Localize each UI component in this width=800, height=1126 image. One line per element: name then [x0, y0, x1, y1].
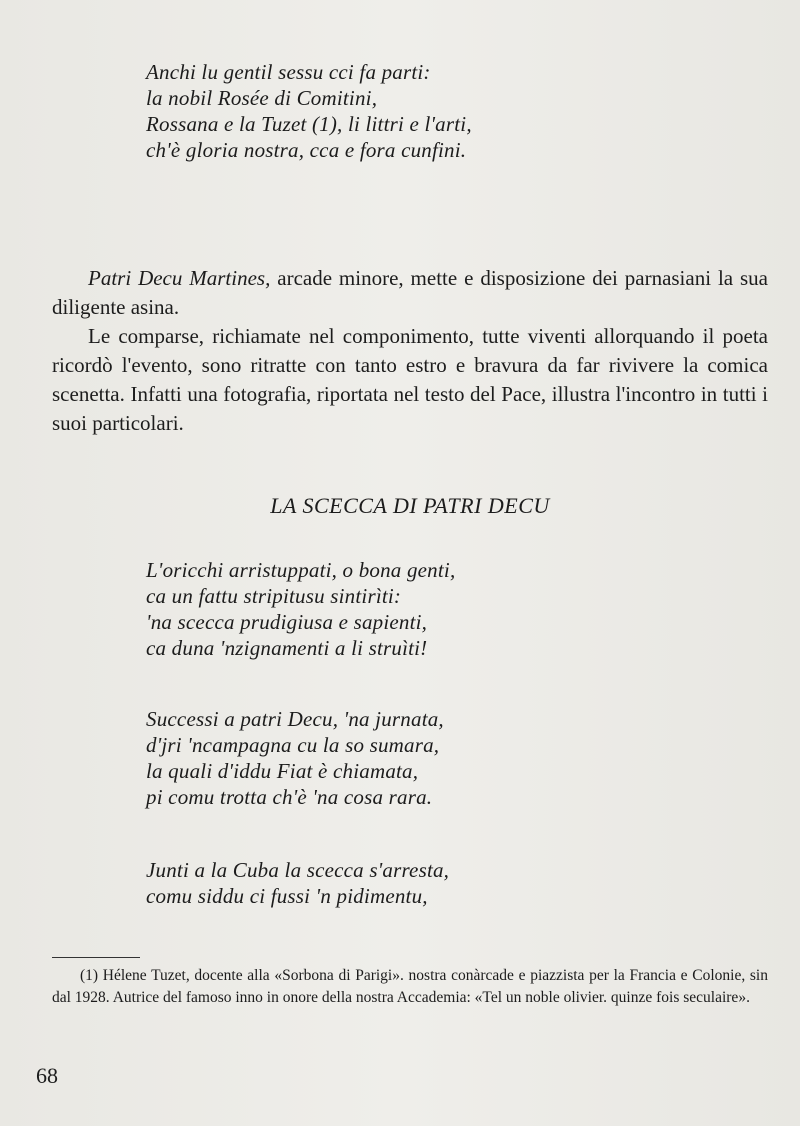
stanza-3 — [146, 857, 449, 909]
footnote — [52, 965, 768, 1009]
stanza-1 — [146, 557, 455, 661]
footnote-divider — [52, 957, 140, 958]
verse-line: Junti a la Cuba la scecca s'arresta, — [146, 858, 450, 882]
patri-decu-name: Patri Decu Martines, — [88, 266, 271, 290]
verse-line: la nobil Rosée di Comitini, — [146, 86, 378, 110]
verse-line: 'na scecca prudigiusa e sapienti, — [146, 610, 428, 634]
verse-line: pi comu trotta ch'è 'na cosa rara. — [146, 785, 433, 809]
verse-line: ch'è gloria nostra, cca e fora cunfini. — [146, 138, 467, 162]
verse-line: comu siddu ci fussi 'n pidimentu, — [146, 884, 428, 908]
poem-title: LA SCECCA DI PATRI DECU — [270, 493, 550, 518]
verse-line: Rossana e la Tuzet (1), li littri e l'arti, — [146, 112, 472, 136]
verse-line: Anchi lu gentil sessu cci fa parti: — [146, 60, 431, 84]
verse-line: ca un fattu stripitusu sintirìti: — [146, 584, 402, 608]
paragraph-2: Le comparse, richiamate nel componimento, tutte viventi allorquando il poeta ricordò l'evento, sono ritratte con tanto estro e bravura da far rivivere la comica scenetta. Infatti una fotografia, riportata nel testo del Pace, illustra l'incontro in tutti i suoi particolari. — [52, 324, 768, 435]
footnote-text: (1) Hélene Tuzet, docente alla «Sorbona di Parigi». nostra conàrcade e piazzista per la Francia e Colonie, sin dal 1928. Autrice del famoso inno in onore della nostra Accademia: «Tel un noble olivier. quinze fois seculaire». — [52, 967, 768, 1006]
prose-body — [52, 264, 768, 438]
opening-stanza — [146, 59, 472, 163]
verse-line: ca duna 'nzignamenti a li struìti! — [146, 636, 428, 660]
stanza-2 — [146, 706, 444, 810]
verse-line: L'oricchi arristuppati, o bona genti, — [146, 558, 456, 582]
verse-line: la quali d'iddu Fiat è chiamata, — [146, 759, 419, 783]
verse-line: Successi a patri Decu, 'na jurnata, — [146, 707, 444, 731]
paragraph-1 — [52, 264, 768, 322]
page-number: 68 — [36, 1063, 58, 1088]
paragraph-1-text: arcade minore, mette e disposizione dei parnasiani la sua diligente asina. — [52, 266, 768, 319]
verse-line: d'jri 'ncampagna cu la so sumara, — [146, 733, 440, 757]
